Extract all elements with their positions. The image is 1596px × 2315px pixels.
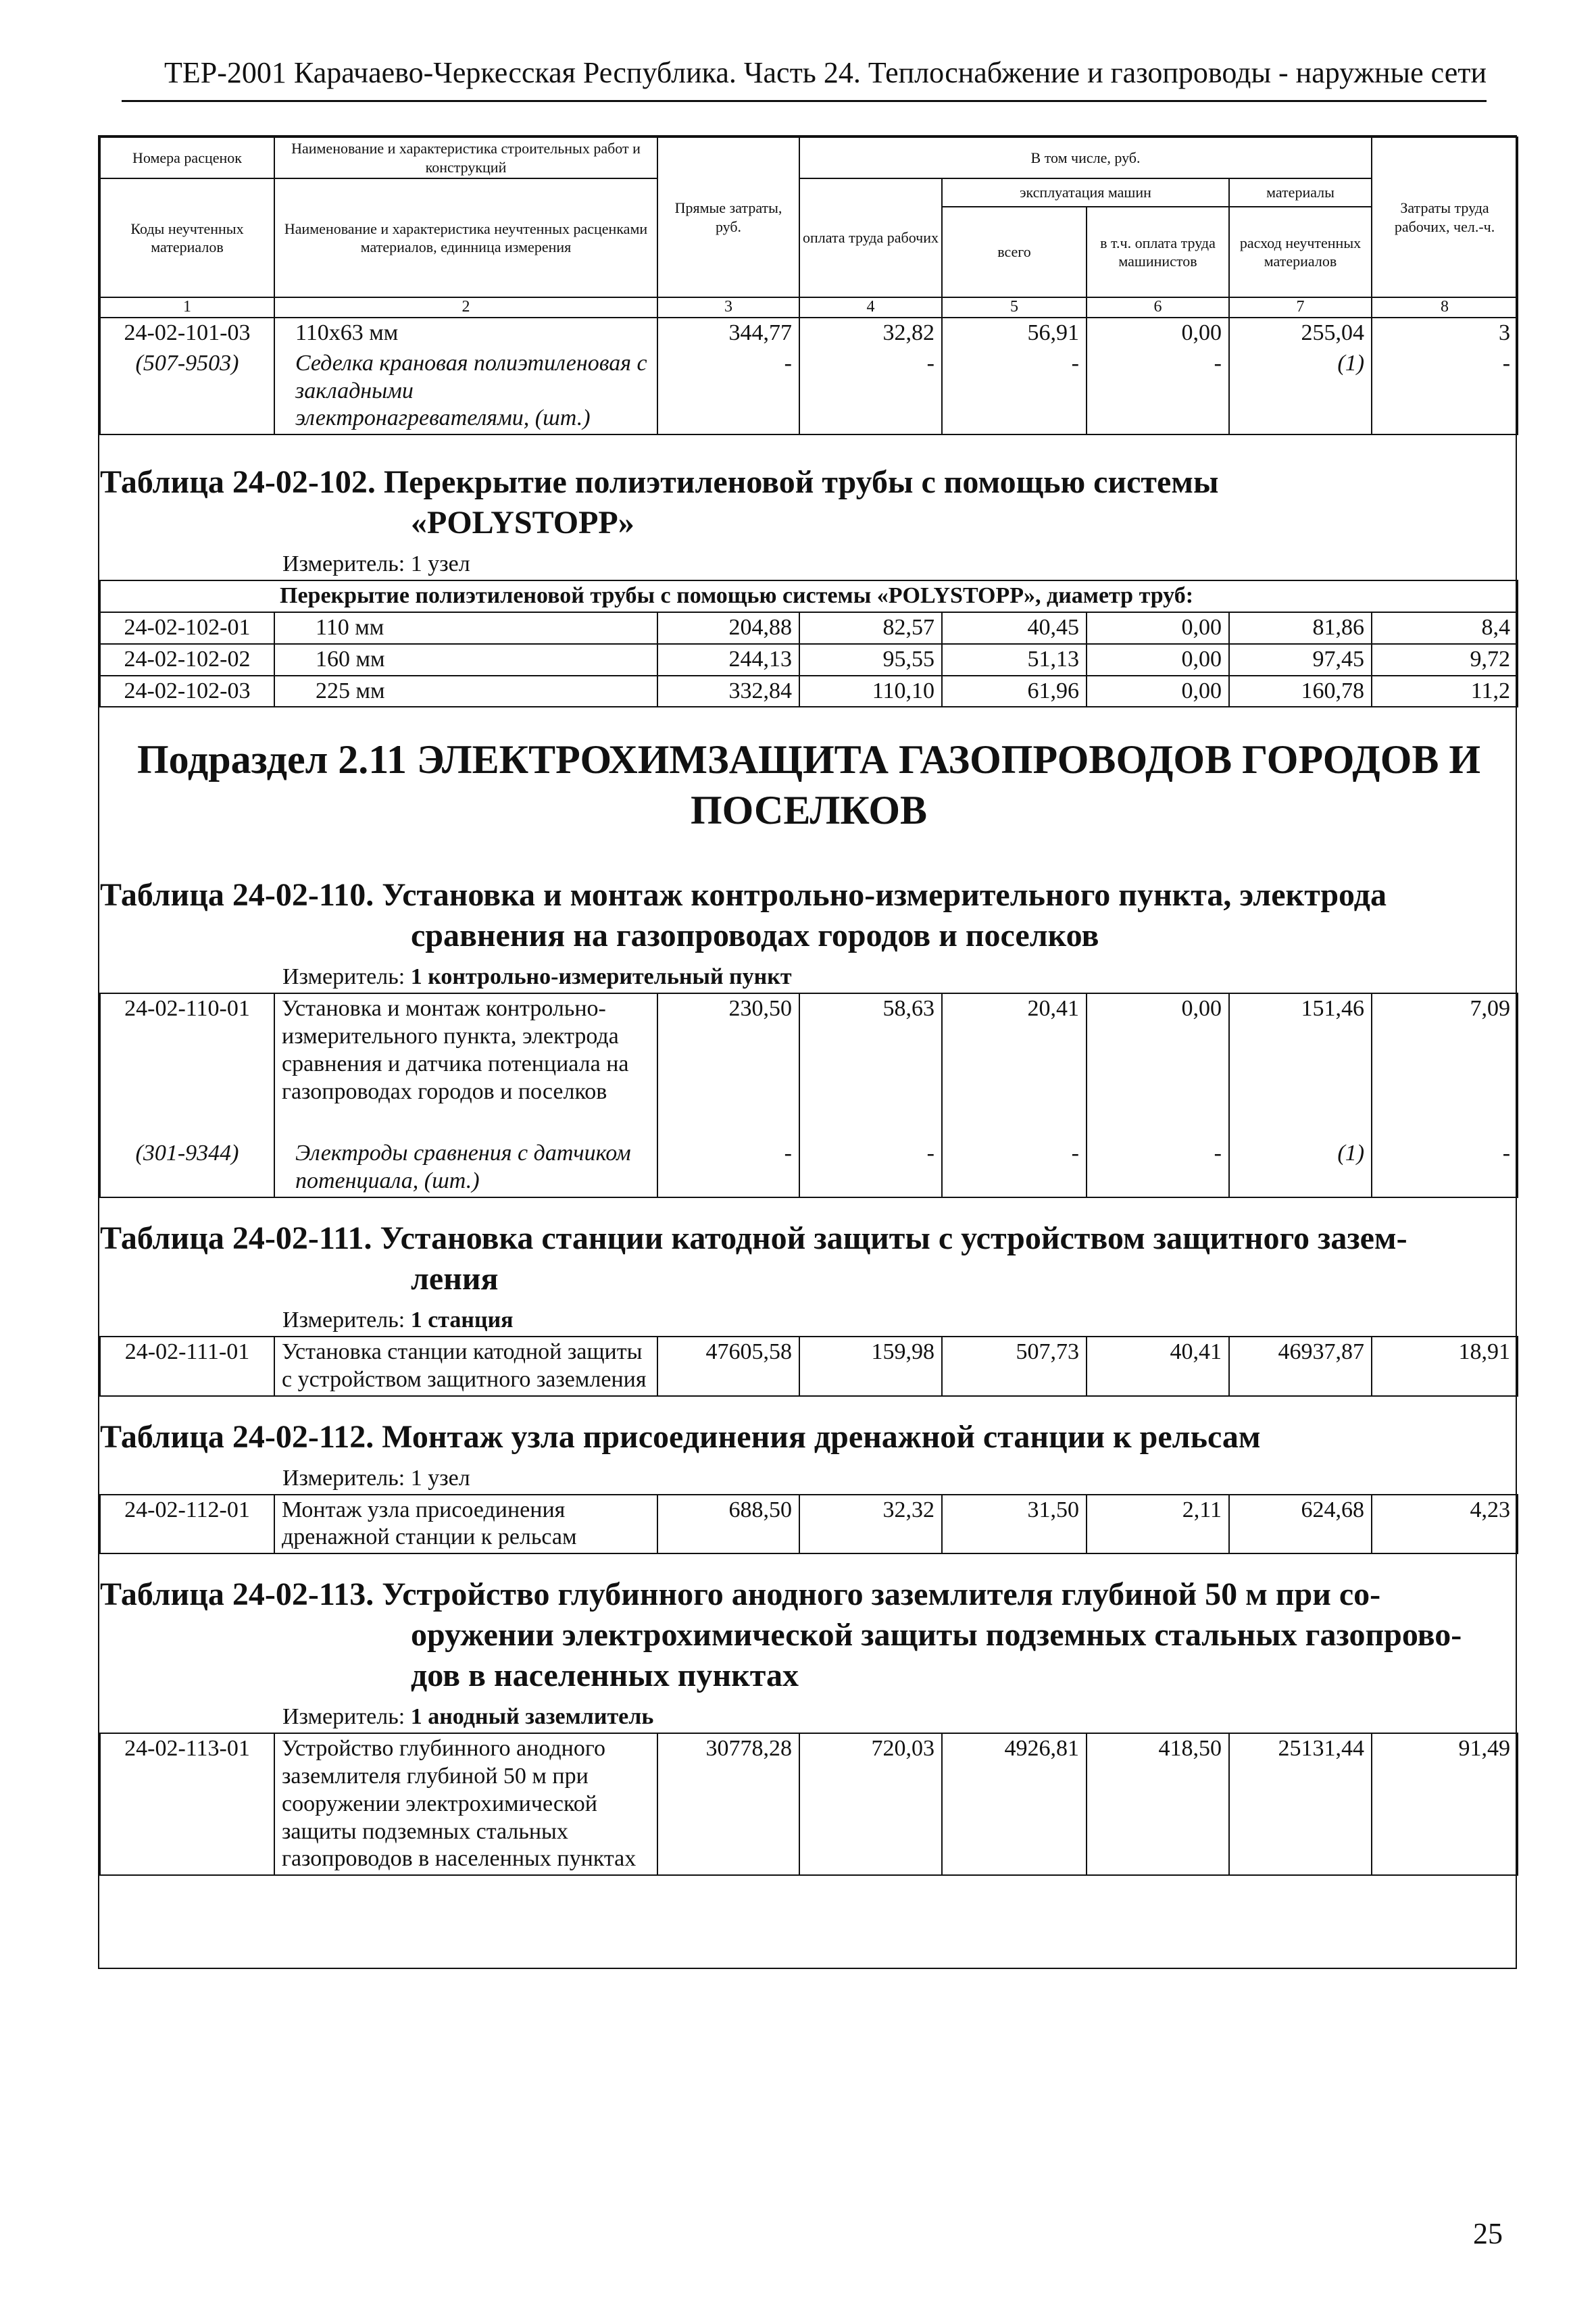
direct-costs: 332,84 — [657, 676, 799, 707]
material-code: (507-9503) — [100, 349, 274, 434]
header-materials-use: расход неучтенных материалов — [1229, 207, 1372, 297]
direct-costs: 244,13 — [657, 644, 799, 676]
materials: 255,04 — [1229, 318, 1372, 349]
labor-pay: 58,63 — [799, 993, 942, 1139]
price-table — [99, 136, 1518, 1876]
materials: 160,78 — [1229, 676, 1372, 707]
measure-label: Измеритель: — [282, 551, 405, 577]
table-title-text: Монтаж узла присоединения дренажной станции к рельсам — [382, 1418, 1261, 1455]
labor-pay: 32,82 — [799, 318, 942, 349]
machines-pay: 2,11 — [1087, 1495, 1229, 1554]
measure-line — [100, 1701, 1518, 1733]
table-row — [100, 1733, 1518, 1875]
table-row — [100, 318, 1518, 349]
direct-costs: 230,50 — [657, 993, 799, 1139]
material-value: - — [657, 1139, 799, 1197]
group-banner: Перекрытие полиэтиленовой трубы с помощью системы «POLYSTOPP», диаметр труб: — [100, 580, 1518, 612]
machines-total: 56,91 — [942, 318, 1087, 349]
labor-cost: 91,49 — [1372, 1733, 1518, 1875]
table-title — [100, 1197, 1518, 1305]
material-value: (1) — [1229, 1139, 1372, 1197]
labor-pay: 32,32 — [799, 1495, 942, 1554]
table-title-number: Таблица 24-02-102. — [100, 464, 376, 501]
measure-label: Измеритель: — [282, 1465, 405, 1491]
machines-total: 61,96 — [942, 676, 1087, 707]
direct-costs: 30778,28 — [657, 1733, 799, 1875]
rate-name: 110 мм — [274, 612, 657, 644]
table-title — [100, 434, 1518, 549]
header-rule — [122, 100, 1487, 102]
col-num-4: 4 — [799, 297, 942, 318]
materials: 624,68 — [1229, 1495, 1372, 1554]
table-title-continuation: оружении электрохимической защиты подземных стальных газопрово- дов в населенных пунктах — [411, 1617, 1462, 1694]
labor-pay: 720,03 — [799, 1733, 942, 1875]
direct-costs: 47605,58 — [657, 1337, 799, 1396]
rate-code: 24-02-111-01 — [100, 1337, 274, 1396]
machines-pay: 0,00 — [1087, 676, 1229, 707]
material-value: - — [657, 349, 799, 434]
table-title-continuation: сравнения на газопроводах городов и поселков — [411, 918, 1099, 954]
material-value: - — [1372, 1139, 1518, 1197]
material-value: (1) — [1229, 349, 1372, 434]
header-machines: эксплуатация машин — [942, 178, 1229, 207]
subsection-heading — [100, 707, 1518, 863]
machines-pay: 418,50 — [1087, 1733, 1229, 1875]
measure-value: 1 узел — [410, 1465, 470, 1491]
header-materials: материалы — [1229, 178, 1372, 207]
material-code: (301-9344) — [100, 1139, 274, 1197]
rate-code: 24-02-102-01 — [100, 612, 274, 644]
table-title — [100, 863, 1518, 962]
rate-name: Устройство глубинного анодного заземлителя глубиной 50 м при сооружении электрохимической защиты подземных стальных газопроводов в населенных пунктах — [274, 1733, 657, 1875]
rate-name: Установка станции катодной защиты с устройством защитного заземления — [274, 1337, 657, 1396]
table-row — [100, 1495, 1518, 1554]
material-value: - — [942, 1139, 1087, 1197]
header-rate-numbers: Номера расценок — [100, 137, 274, 178]
price-table-sheet — [98, 135, 1517, 1969]
rate-name: 160 мм — [274, 644, 657, 676]
material-value: - — [1087, 1139, 1229, 1197]
header-row-1 — [100, 137, 1518, 178]
measure-value: 1 контрольно-измерительный пункт — [410, 964, 792, 990]
direct-costs: 204,88 — [657, 612, 799, 644]
table-title-text: Перекрытие полиэтиленовой трубы с помощью системы — [383, 464, 1219, 501]
col-num-6: 6 — [1087, 297, 1229, 318]
col-num-2: 2 — [274, 297, 657, 318]
direct-costs: 688,50 — [657, 1495, 799, 1554]
subsection-line-1: Подраздел 2.11 ЭЛЕКТРОХИМЗАЩИТА ГАЗОПРОВОДОВ ГОРОДОВ И — [136, 737, 1481, 782]
table-title-text: Установка и монтаж контрольно-измерительного пункта, электрода — [382, 877, 1387, 914]
labor-pay: 110,10 — [799, 676, 942, 707]
header-labor-cost: Затраты труда рабочих, чел.-ч. — [1372, 137, 1518, 297]
labor-cost: 7,09 — [1372, 993, 1518, 1139]
measure-line — [100, 549, 1518, 580]
material-value: - — [799, 349, 942, 434]
rate-code: 24-02-101-03 — [100, 318, 274, 349]
col-num-1: 1 — [100, 297, 274, 318]
machines-pay: 40,41 — [1087, 1337, 1229, 1396]
table-title — [100, 1553, 1518, 1701]
rate-name: 110х63 мм — [274, 318, 657, 349]
measure-label: Измеритель: — [282, 964, 405, 990]
measure-label: Измеритель: — [282, 1307, 405, 1333]
machines-total: 40,45 — [942, 612, 1087, 644]
running-head: ТЕР-2001 Карачаево-Черкесская Республика. Часть 24. Теплоснабжение и газопроводы - наружные сети — [164, 56, 1487, 89]
table-title-text: Устройство глубинного анодного заземлителя глубиной 50 м при со- — [382, 1576, 1381, 1613]
table-title-continuation: ления — [411, 1260, 499, 1297]
rate-code: 24-02-113-01 — [100, 1733, 274, 1875]
rate-code: 24-02-102-02 — [100, 644, 274, 676]
direct-costs: 344,77 — [657, 318, 799, 349]
rate-name: Монтаж узла присоединения дренажной станции к рельсам — [274, 1495, 657, 1554]
measure-line — [100, 1463, 1518, 1495]
material-value: - — [799, 1139, 942, 1197]
rate-code: 24-02-110-01 — [100, 993, 274, 1139]
machines-pay: 0,00 — [1087, 644, 1229, 676]
machines-pay: 0,00 — [1087, 318, 1229, 349]
header-material-codes: Коды неучтенных материалов — [100, 178, 274, 297]
table-title-continuation: «POLYSTOPP» — [411, 505, 634, 541]
column-numbers-row — [100, 297, 1518, 318]
page-number: 25 — [1473, 2217, 1503, 2250]
labor-cost: 11,2 — [1372, 676, 1518, 707]
rate-name: 225 мм — [274, 676, 657, 707]
header-machines-total: всего — [942, 207, 1087, 297]
measure-label: Измеритель: — [282, 1704, 405, 1730]
measure-value: 1 анодный заземлитель — [410, 1704, 654, 1730]
labor-pay: 82,57 — [799, 612, 942, 644]
col-num-3: 3 — [657, 297, 799, 318]
labor-cost: 8,4 — [1372, 612, 1518, 644]
labor-cost: 9,72 — [1372, 644, 1518, 676]
materials: 25131,44 — [1229, 1733, 1372, 1875]
machines-pay: 0,00 — [1087, 612, 1229, 644]
header-work-name: Наименование и характеристика строительных работ и конструкций — [274, 137, 657, 178]
material-value: - — [942, 349, 1087, 434]
material-row — [100, 349, 1518, 434]
table-title-number: Таблица 24-02-111. — [100, 1220, 372, 1256]
col-num-5: 5 — [942, 297, 1087, 318]
material-value: - — [1087, 349, 1229, 434]
rate-code: 24-02-102-03 — [100, 676, 274, 707]
labor-cost: 4,23 — [1372, 1495, 1518, 1554]
machines-total: 20,41 — [942, 993, 1087, 1139]
table-title — [100, 1396, 1518, 1463]
measure-line — [100, 962, 1518, 993]
col-num-7: 7 — [1229, 297, 1372, 318]
table-title-number: Таблица 24-02-110. — [100, 877, 374, 914]
labor-cost: 18,91 — [1372, 1337, 1518, 1396]
material-name: Электроды сравнения с датчиком потенциала, (шт.) — [274, 1139, 657, 1197]
measure-line — [100, 1305, 1518, 1337]
table-row — [100, 676, 1518, 707]
machines-total: 31,50 — [942, 1495, 1087, 1554]
labor-pay: 159,98 — [799, 1337, 942, 1396]
col-num-8: 8 — [1372, 297, 1518, 318]
header-direct-costs: Прямые затраты, руб. — [657, 137, 799, 297]
rate-name: Установка и монтаж контрольно-измерительного пункта, электрода сравнения и датчика потенциала на газопроводах городов и поселков — [274, 993, 657, 1139]
materials: 97,45 — [1229, 644, 1372, 676]
table-row — [100, 612, 1518, 644]
header-machines-pay: в т.ч. оплата труда машинистов — [1087, 207, 1229, 297]
table-row — [100, 644, 1518, 676]
materials: 151,46 — [1229, 993, 1372, 1139]
material-row — [100, 1139, 1518, 1197]
machines-total: 507,73 — [942, 1337, 1087, 1396]
machines-total: 51,13 — [942, 644, 1087, 676]
measure-value: 1 узел — [410, 551, 470, 577]
material-name: Седелка крановая полиэтиленовая с закладными электронагревателями, (шт.) — [274, 349, 657, 434]
table-title-number: Таблица 24-02-113. — [100, 1576, 374, 1613]
header-including: В том числе, руб. — [799, 137, 1372, 178]
labor-cost: 3 — [1372, 318, 1518, 349]
header-material-name: Наименование и характеристика неучтенных расценками материалов, единница измерения — [274, 178, 657, 297]
table-title-text: Установка станции катодной защиты с устройством защитного зазем- — [380, 1220, 1407, 1256]
rate-code: 24-02-112-01 — [100, 1495, 274, 1554]
materials: 46937,87 — [1229, 1337, 1372, 1396]
measure-value: 1 станция — [410, 1307, 514, 1333]
table-row — [100, 1337, 1518, 1396]
machines-pay: 0,00 — [1087, 993, 1229, 1139]
labor-pay: 95,55 — [799, 644, 942, 676]
material-value: - — [1372, 349, 1518, 434]
table-row — [100, 993, 1518, 1139]
materials: 81,86 — [1229, 612, 1372, 644]
header-labor-pay: оплата труда рабочих — [799, 178, 942, 297]
table-title-number: Таблица 24-02-112. — [100, 1418, 374, 1455]
subsection-line-2: ПОСЕЛКОВ — [690, 788, 928, 833]
machines-total: 4926,81 — [942, 1733, 1087, 1875]
